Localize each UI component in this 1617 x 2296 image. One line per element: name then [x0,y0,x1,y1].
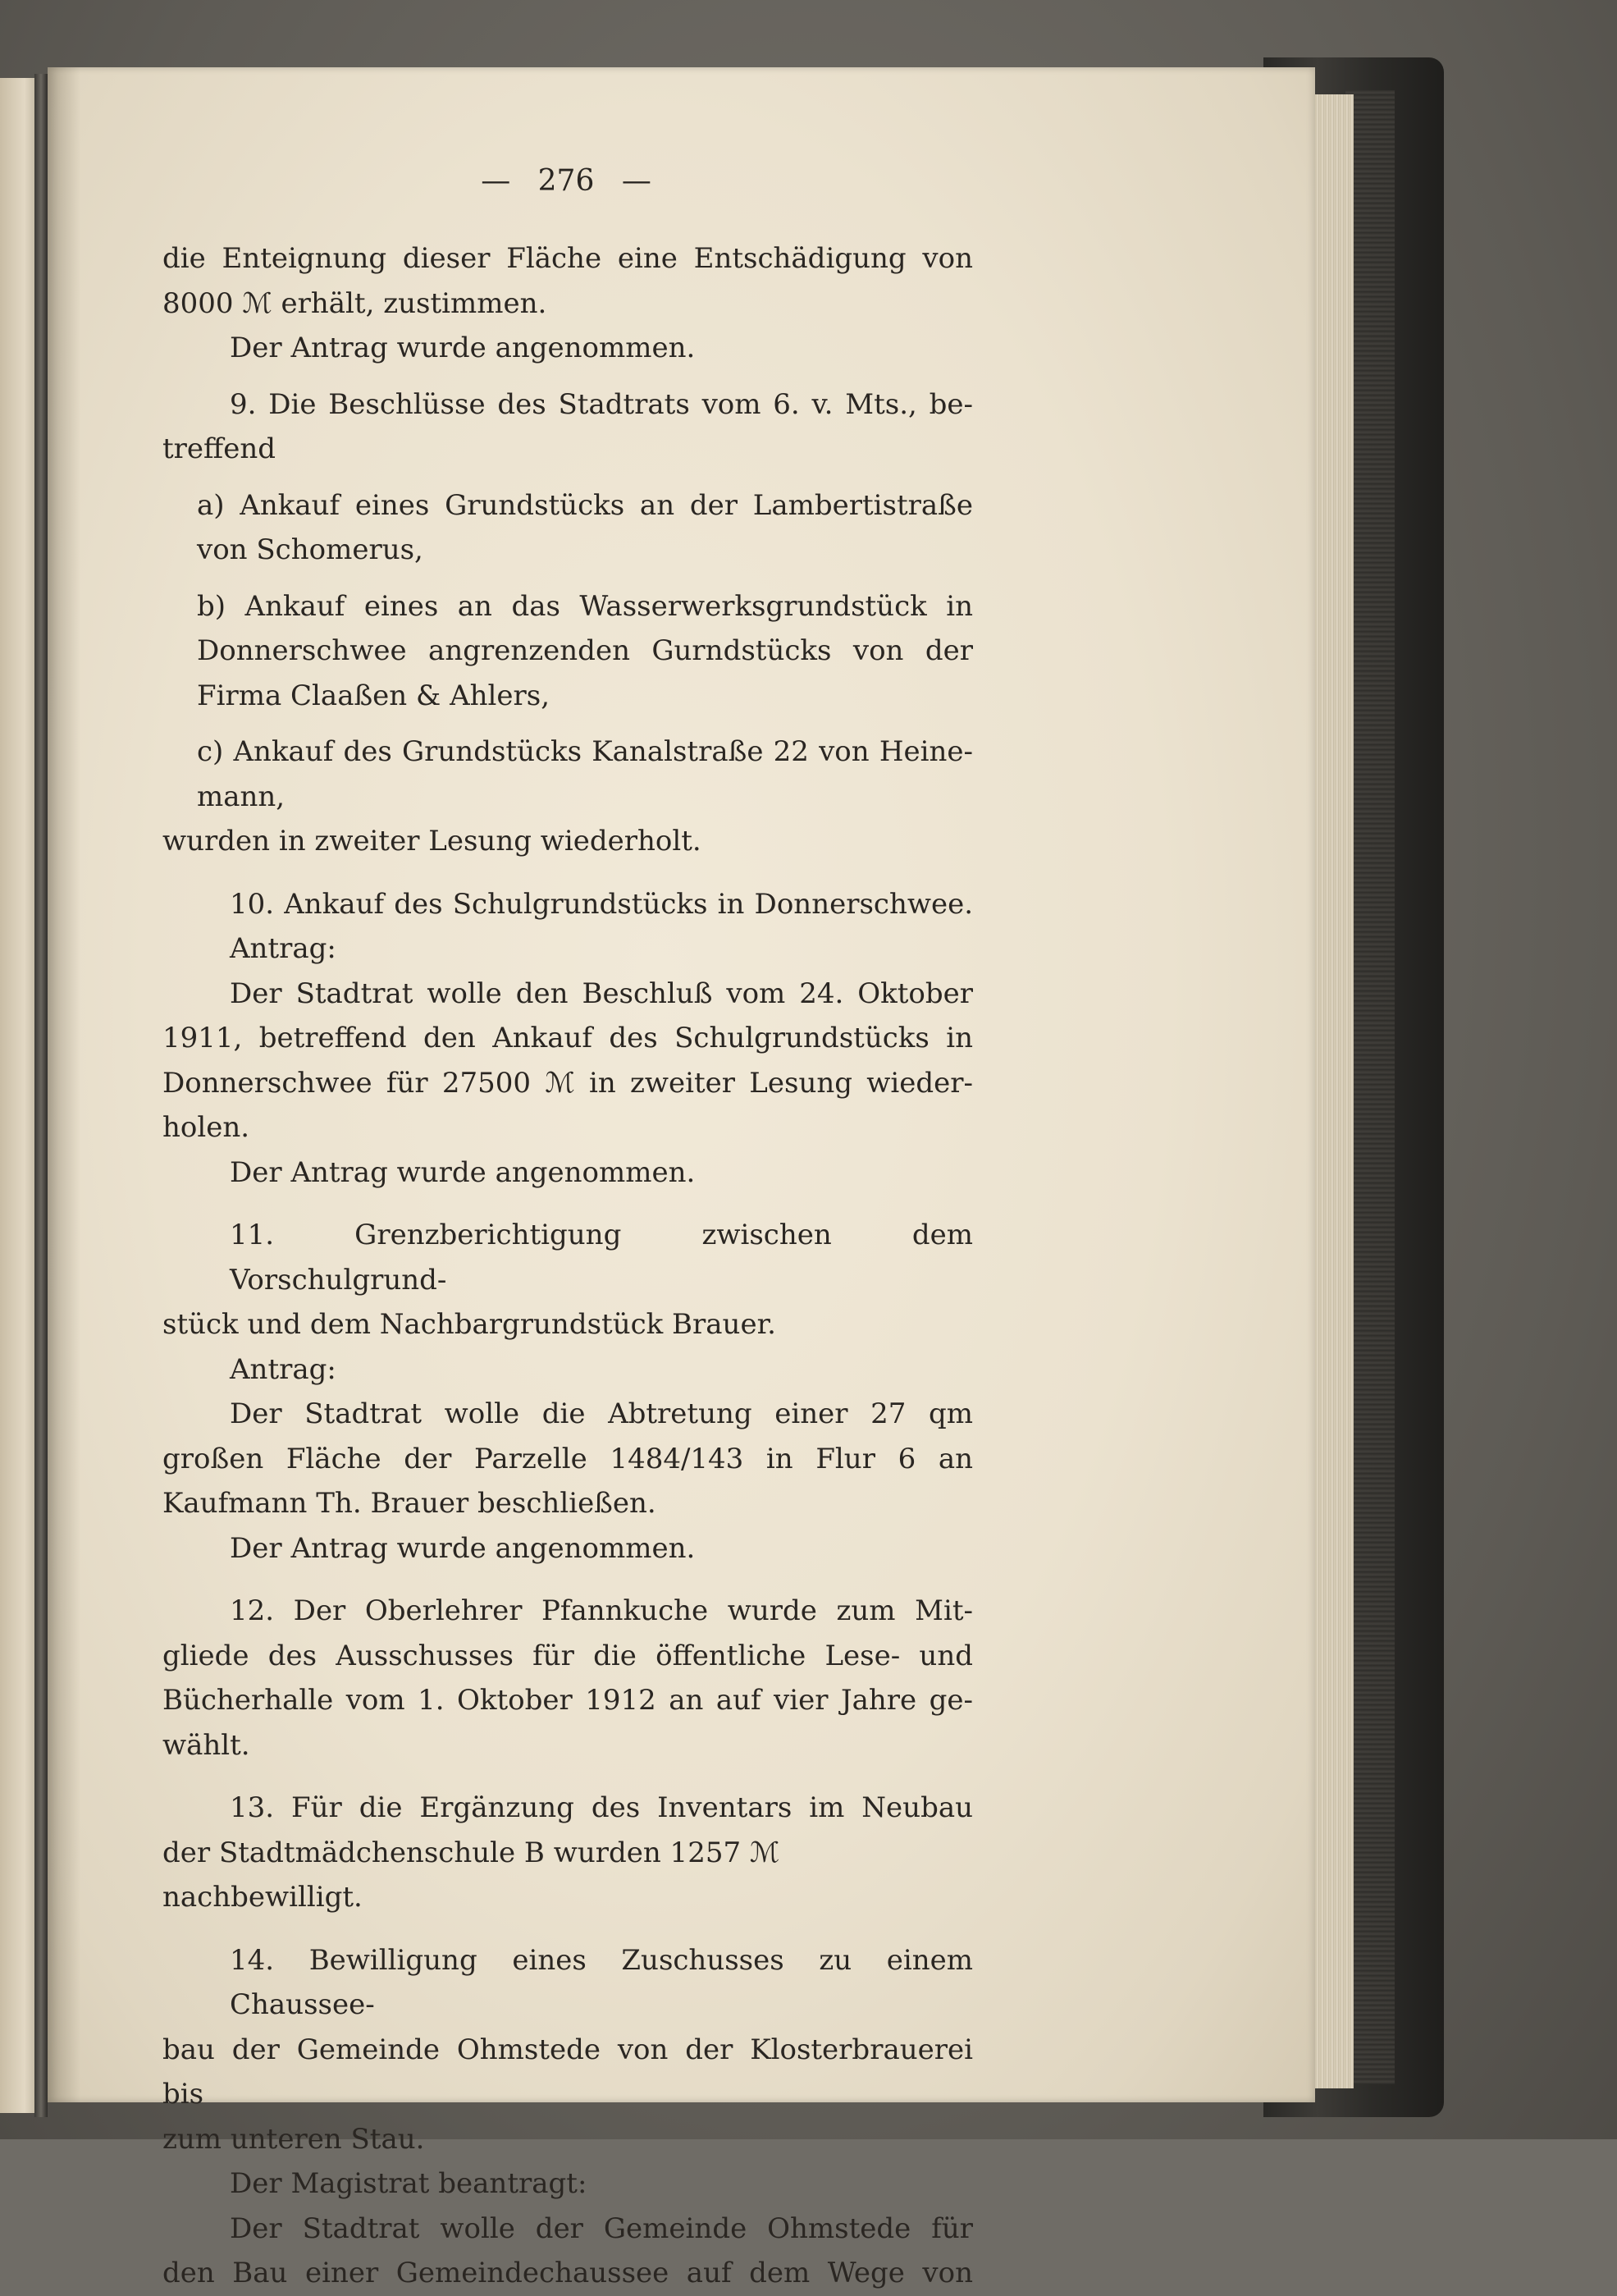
text-line: holen. [162,1111,250,1144]
text-line: großen Fläche der Parzelle 1484/143 in Flur 6 an [162,1442,973,1475]
page-number [443,164,689,198]
text-line: Der Stadtrat wolle der Gemeinde Ohmstede für [230,2211,973,2245]
text-line: Der Stadtrat wolle den Beschluß vom 24. Oktober [230,976,973,1010]
text-line: bau der Gemeinde Ohmstede von der Klosterbrauerei bis [162,2033,973,2111]
text-line: zum unteren Stau. [162,2122,425,2156]
text-line: von Schomerus, [197,533,423,566]
text-line: 9. Die Beschlüsse des Stadtrats vom 6. v. Mts., be- [230,387,973,421]
page-number-dash-right: — [621,164,651,198]
text-line: Donnerschwee angrenzenden Gurndstücks von der [197,634,973,667]
text-line: mann, [197,780,285,813]
page-body [162,236,973,2296]
text-line: treffend [162,432,276,465]
text-line: 13. Für die Ergänzung des Inventars im Neubau [230,1791,973,1824]
text-line: 10. Ankauf des Schulgrundstücks in Donnerschwee. [230,887,973,921]
text-line: der Stadtmädchenschule B wurden 1257 ℳ nachbewilligt. [162,1836,780,1914]
gutter-shadow [48,67,80,2102]
text-line: Der Stadtrat wolle die Abtretung einer 27 qm [230,1397,973,1430]
text-line: c) Ankauf des Grundstücks Kanalstraße 22 von Heine- [197,735,973,768]
page-number-dash-left: — [481,164,511,198]
text-line: Bücherhalle vom 1. Oktober 1912 an auf vier Jahre ge- [162,1684,973,1717]
text-line: Antrag: [230,1352,336,1386]
text-line: Der Magistrat beantragt: [230,2167,587,2200]
text-line: Donnerschwee für 27500 ℳ in zweiter Lesung wieder- [162,1066,973,1100]
text-line: 14. Bewilligung eines Zuschusses zu einem Chaussee- [230,1943,973,2021]
text-line: a) Ankauf eines Grundstücks an der Lambertistraße [197,488,973,522]
text-line: stück und dem Nachbargrundstück Brauer. [162,1308,776,1341]
text-line: 1911, betreffend den Ankauf des Schulgrundstücks in [162,1022,973,1054]
text-line: Der Antrag wurde angenommen. [230,332,696,364]
text-line: wurden in zweiter Lesung wiederholt. [162,825,701,858]
book-spine [34,74,48,2117]
text-line: gliede des Ausschusses für die öffentliche Lese- und [162,1639,973,1672]
text-line: Der Antrag wurde angenommen. [230,1155,696,1189]
text-line: Der Antrag wurde angenommen. [230,1531,696,1565]
text-line: Antrag: [230,932,336,965]
text-line: Kaufmann Th. Brauer beschließen. [162,1487,656,1520]
text-line: b) Ankauf eines an das Wasserwerksgrundstück in [197,589,973,623]
text-line: die Enteignung dieser Fläche eine Entschädigung von [162,242,973,275]
text-line: 8000 ℳ erhält, zustimmen. [162,286,547,320]
text-line: Firma Claaßen & Ahlers, [197,679,550,712]
text-line: wählt. [162,1728,250,1762]
page-number-value: 276 [537,164,595,198]
text-line: 12. Der Oberlehrer Pfannkuche wurde zum Mit- [230,1594,973,1627]
text-line: 11. Grenzberichtigung zwischen dem Vorschulgrund- [230,1219,973,1297]
text-line: den Bau einer Gemeindechaussee auf dem Wege von [162,2257,973,2289]
